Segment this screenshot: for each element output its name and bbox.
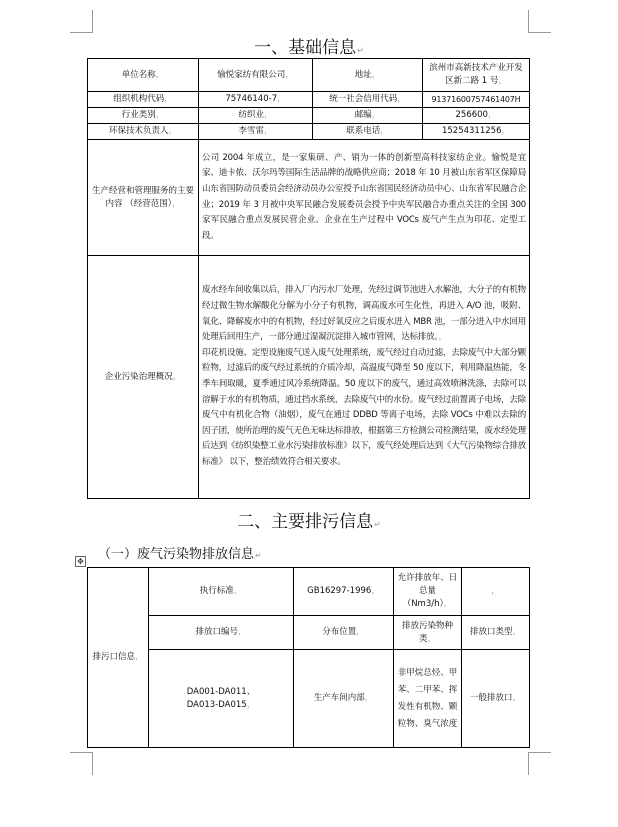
table-move-handle-icon[interactable]: ✥ <box>75 556 86 567</box>
value-phone: 15254311256， <box>423 124 530 140</box>
label-org-code: 组织机构代码， <box>88 92 199 108</box>
subsection-title-exhaust: （一）废气污染物排放信息↵ <box>98 547 262 562</box>
header-outlet-no: 排放口编号， <box>149 616 294 650</box>
value-industry: 纺织业， <box>199 108 313 124</box>
basic-info-table <box>87 58 530 499</box>
label-industry: 行业类别， <box>88 108 199 124</box>
crop-mark-bottom-left <box>70 752 93 775</box>
label-credit-code: 统一社会信用代码， <box>313 92 423 108</box>
business-scope-text: 公司 2004 年成立，是一家集研、产、销为一体的创新型高科技家纺企业。愉悦是宜家、迪卡侬、沃尔玛等国际生活品牌的战略供应商；2018 年 10 月被山东省军区保障局山东省国防动员委员会经济动员办公室授予山东省国民经济动员中心、山东省军民融合企业；2019 年 3 月被中央军民融合发展委员会授予中央军民融合办重点关注的全国 300 家军民融合重点发展民营企业。企业在生产过程中 VOCs 废气产生点为印花、定型工段。 <box>199 140 530 256</box>
label-exec-standard: 执行标准， <box>149 568 294 616</box>
crop-mark-top-left <box>70 10 93 33</box>
table-row <box>88 108 530 124</box>
discharge-table <box>87 567 530 748</box>
table-row <box>88 124 530 140</box>
pollution-paragraph-exhaust: 印花机设施、定型设施废气送入废气处理系统，废气经过自动过滤，去除废气中大部分颗粒物，过滤后的废气经过系统的介质冷却，高温废气降至 50 度以下，利用降温热能，冬季车间取暖，夏季通过风冷系统降温。50 度以下的废气，通过高效喷淋洗涤，去除可以溶解于水的有机物质，通过挡水系统，去除废气中的水份。废气经过前置离子电场，去除废气中有机化合物（油烟），废气在通过 DDBD 等离子电场，去除 VOCs 中难以去除的因子团，使所治理的废气无色无味达标排放，根据第三方检测公司检测结果，废水经处理后达到《纺织染整工业水污染排放标准》以下，废气经处理后达到《大气污染物综合排放标准》 以下，整治绩效符合相关要求。 <box>202 347 526 467</box>
value-pollutants: 非甲烷总烃、甲苯、二甲苯、挥发性有机物、颗粒物、臭气浓度 <box>394 650 462 748</box>
header-outlet-type: 排放口类型， <box>462 616 530 650</box>
value-exec-standard: GB16297-1996， <box>294 568 394 616</box>
table-row <box>88 59 530 92</box>
label-business-scope: 生产经营和管理服务的主要内容 （经营范围）， <box>88 140 199 256</box>
table-row <box>88 92 530 108</box>
value-postcode: 256600， <box>423 108 530 124</box>
table-row <box>88 650 530 748</box>
crop-mark-top-right <box>528 10 551 33</box>
table-row <box>88 616 530 650</box>
pollution-control-text <box>199 256 530 499</box>
value-outlet-no: DA001-DA011、DA013-DA015， <box>149 650 294 748</box>
label-address: 地址， <box>313 59 423 92</box>
pollution-paragraph-wastewater: 废水经车间收集以后，排入厂内污水厂处理，先经过调节池进入水解池，大分子的有机物经过微生物水解酸化分解为小分子有机物，调高废水可生化性，再进入 A/O 池，吸附、氧化、降解废水中的有机物，经过好氧反应之后废水进入 MBR 池，一部分进入中水回用处理后回用生产，一部分通过湿凝沉淀排入城市管网，达标排放。， <box>202 285 526 343</box>
section-title-basic-info: 一、基础信息↵ <box>254 38 364 58</box>
table-row <box>88 568 530 616</box>
section-title-discharge-info: 二、主要排污信息↵ <box>237 512 381 532</box>
value-location: 生产车间内部， <box>294 650 394 748</box>
value-unit-name: 愉悦家纺有限公司， <box>199 59 313 92</box>
label-pollution-control: 企业污染治理概况， <box>88 256 199 499</box>
table-row <box>88 140 530 256</box>
label-postcode: 邮编， <box>313 108 423 124</box>
label-allowed-total: 允许排放年、日总量（Nm3/h）， <box>394 568 462 616</box>
label-env-manager: 环保技术负责人， <box>88 124 199 140</box>
label-unit-name: 单位名称， <box>88 59 199 92</box>
value-outlet-type: 一般排放口， <box>462 650 530 748</box>
value-allowed-total: ， <box>462 568 530 616</box>
value-credit-code: 91371600757461407H <box>423 92 530 108</box>
header-pollutant-type: 排放污染物种类， <box>394 616 462 650</box>
table-row <box>88 256 530 499</box>
value-address: 滨州市高新技术产业开发区新二路 1 号， <box>423 59 530 92</box>
header-location: 分布位置， <box>294 616 394 650</box>
crop-mark-bottom-right <box>528 752 551 775</box>
label-outlet-info: 排污口信息， <box>88 568 149 748</box>
value-org-code: 75746140-7， <box>199 92 313 108</box>
label-phone: 联系电话， <box>313 124 423 140</box>
value-env-manager: 李雪雷， <box>199 124 313 140</box>
